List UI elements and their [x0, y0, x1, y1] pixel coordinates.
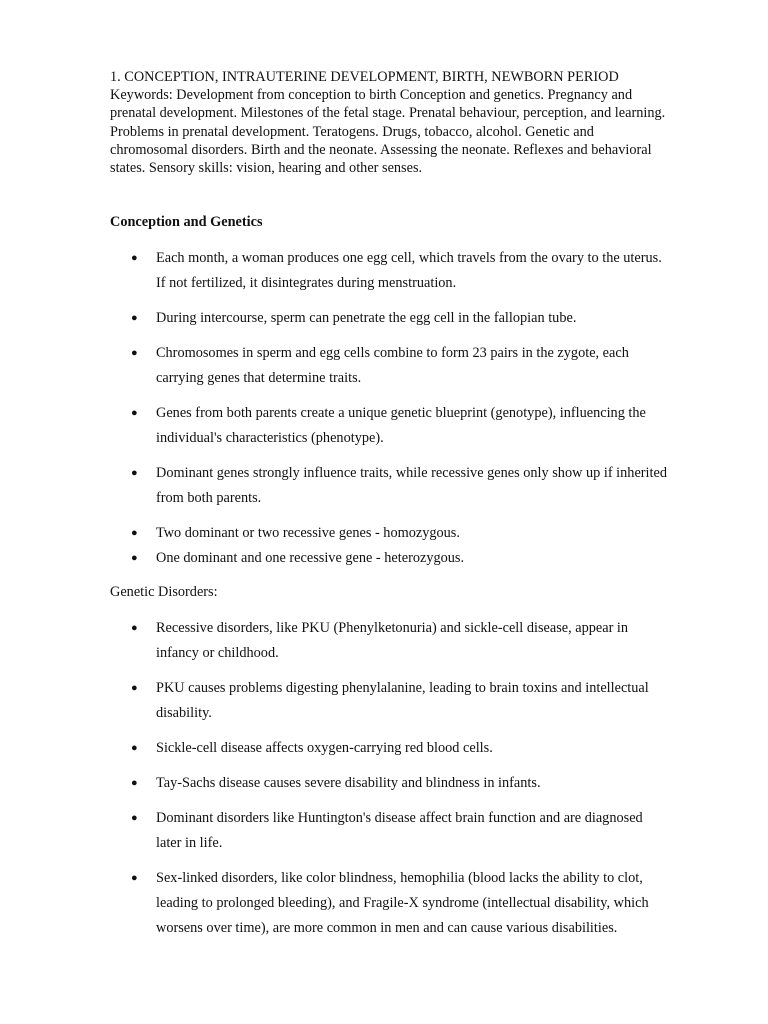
- list-item-line: If not fertilized, it disintegrates during menstruation.: [156, 275, 457, 291]
- list-item-line: from both parents.: [156, 490, 262, 506]
- list-item-line: Sickle-cell disease affects oxygen-carrying red blood cells.: [156, 740, 493, 756]
- list-item: [110, 866, 720, 941]
- keywords-line: Keywords: Development from conception to birth Conception and genetics. Pregnancy and: [110, 87, 633, 104]
- bullet-icon: ●: [131, 872, 138, 884]
- bullet-icon: ●: [131, 812, 138, 824]
- list-item-line: Sex-linked disorders, like color blindness, hemophilia (blood lacks the ability to clot,: [156, 870, 643, 886]
- disorders-heading: Genetic Disorders:: [110, 584, 218, 600]
- list-item-line: Recessive disorders, like PKU (Phenylketonuria) and sickle-cell disease, appear in: [156, 620, 629, 636]
- keywords-line: Problems in prenatal development. Teratogens. Drugs, tobacco, alcohol. Genetic and: [110, 123, 594, 140]
- intro-paragraph: [110, 68, 720, 177]
- list-item: [110, 306, 720, 331]
- list-item-line: leading to prolonged bleeding), and Fragile-X syndrome (intellectual disability, which: [156, 895, 649, 911]
- list-item: [110, 736, 720, 761]
- list-item: [110, 771, 720, 796]
- list-item-line: Dominant genes strongly influence traits, while recessive genes only show up if inherited: [156, 465, 667, 481]
- section-title: Conception and Genetics: [110, 214, 263, 230]
- list-item: [110, 461, 720, 511]
- list-item-line: During intercourse, sperm can penetrate the egg cell in the fallopian tube.: [156, 310, 577, 326]
- list-item-line: later in life.: [156, 835, 223, 851]
- list-item: [110, 246, 720, 296]
- bullet-icon: ●: [131, 312, 138, 324]
- bullet-icon: ●: [131, 622, 138, 634]
- list-item: [110, 521, 720, 546]
- list-item: [110, 676, 720, 726]
- list-item-line: PKU causes problems digesting phenylalanine, leading to brain toxins and intellectual: [156, 680, 649, 696]
- list-item: [110, 341, 720, 391]
- list-item-line: Tay-Sachs disease causes severe disability and blindness in infants.: [156, 775, 541, 791]
- list-item-line: One dominant and one recessive gene - heterozygous.: [156, 550, 465, 566]
- list-item-line: Dominant disorders like Huntington's disease affect brain function and are diagnosed: [156, 810, 643, 826]
- document-heading: 1. CONCEPTION, INTRAUTERINE DEVELOPMENT, BIRTH, NEWBORN PERIOD: [110, 69, 619, 85]
- list-item: [110, 806, 720, 856]
- bullet-icon: ●: [131, 742, 138, 754]
- list-item-line: Two dominant or two recessive genes - homozygous.: [156, 525, 460, 541]
- list-item-line: individual's characteristics (phenotype).: [156, 430, 384, 446]
- bullet-icon: ●: [131, 777, 138, 789]
- list-item: [110, 546, 720, 571]
- keywords-line: prenatal development. Milestones of the fetal stage. Prenatal behaviour, perception, and learning.: [110, 105, 666, 122]
- bullet-icon: ●: [131, 527, 138, 539]
- bullet-icon: ●: [131, 682, 138, 694]
- bullet-icon: ●: [131, 552, 138, 564]
- list-item-line: Chromosomes in sperm and egg cells combine to form 23 pairs in the zygote, each: [156, 345, 629, 361]
- disorders-bullet-list: [110, 616, 720, 941]
- bullet-icon: ●: [131, 347, 138, 359]
- keywords-line: states. Sensory skills: vision, hearing and other senses.: [110, 160, 423, 177]
- bullet-icon: ●: [131, 252, 138, 264]
- list-item-line: worsens over time), are more common in men and can cause various disabilities.: [156, 920, 618, 936]
- list-item-line: disability.: [156, 705, 212, 721]
- bullet-icon: ●: [131, 407, 138, 419]
- list-item-line: infancy or childhood.: [156, 645, 279, 661]
- genetics-bullet-list: [110, 246, 720, 571]
- bullet-icon: ●: [131, 467, 138, 479]
- list-item-line: Each month, a woman produces one egg cell, which travels from the ovary to the uterus.: [156, 250, 662, 266]
- list-item: [110, 616, 720, 666]
- list-item-line: Genes from both parents create a unique genetic blueprint (genotype), influencing the: [156, 405, 646, 421]
- list-item: [110, 401, 720, 451]
- list-item-line: carrying genes that determine traits.: [156, 370, 362, 386]
- keywords-line: chromosomal disorders. Birth and the neonate. Assessing the neonate. Reflexes and behavioral: [110, 141, 652, 158]
